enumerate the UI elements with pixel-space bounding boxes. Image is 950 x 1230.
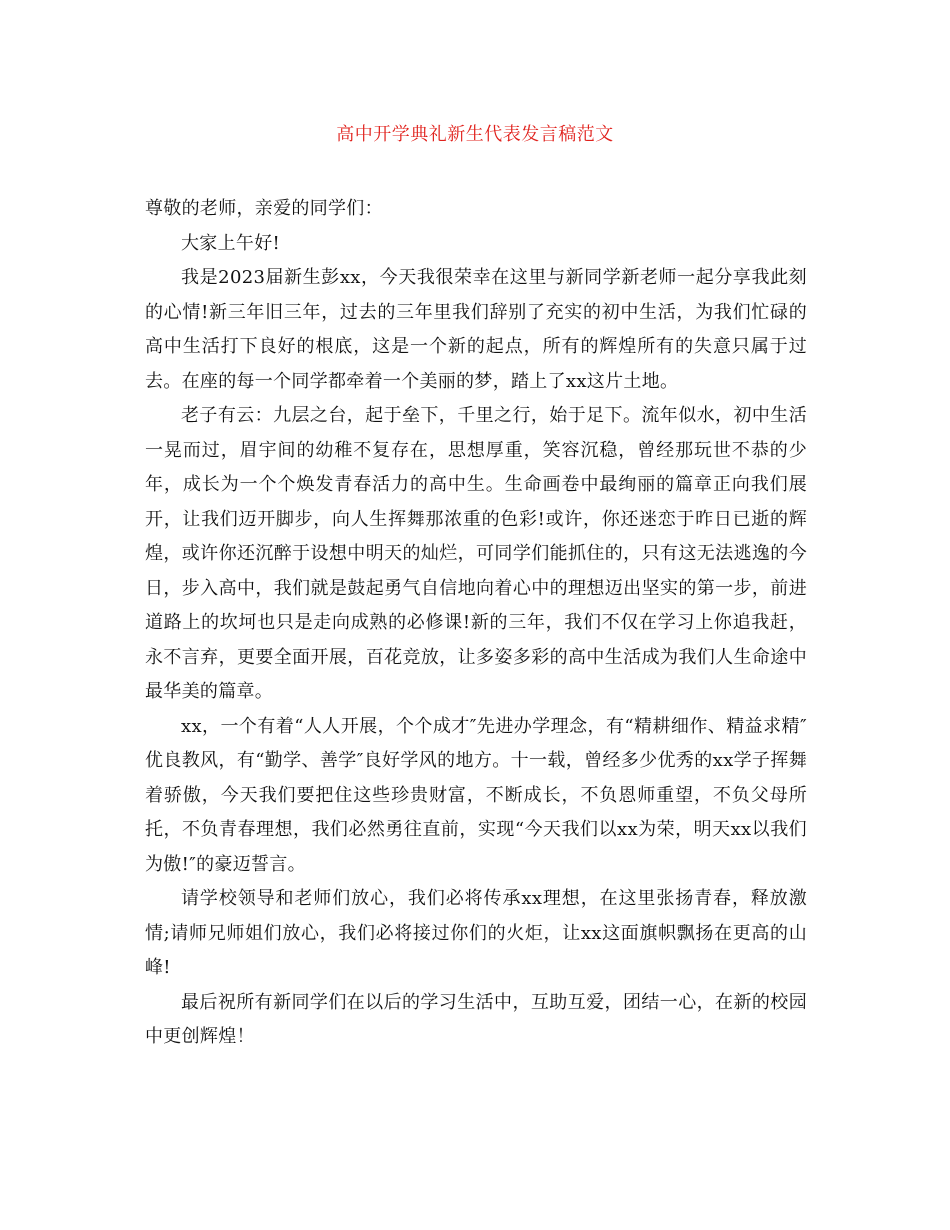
document-body xyxy=(145,192,807,1055)
paragraph-promise: 请学校领导和老师们放心，我们必将传承xx理想，在这里张扬青春，释放激情;请师兄师姐们放心，我们必将接过你们的火炬，让xx这面旗帜飘扬在更高的山峰! xyxy=(145,888,807,978)
paragraph-closing: 最后祝所有新同学们在以后的学习生活中，互助互爱，团结一心，在新的校园中更创辉煌！ xyxy=(145,991,807,1047)
document-title: 高中开学典礼新生代表发言稿范文 xyxy=(336,124,614,145)
paragraph-laozi-quote: 老子有云：九层之台，起于垒下，千里之行，始于足下。流年似水，初中生活一晃而过，眉宇间的幼稚不复存在，思想厚重，笑容沉稳，曾经那玩世不恭的少年，成长为一个个焕发青春活力的高中生。生命画卷中最绚丽的篇章正向我们展开，让我们迈开脚步，向人生挥舞那浓重的色彩!或许，你还迷恋于昨日已逝的辉煌，或许你还沉醉于设想中明天的灿烂，可同学们能抓住的，只有这无法逃逸的今日，步入高中，我们就是鼓起勇气自信地向着心中的理想迈出坚实的第一步，前进道路上的坎坷也只是走向成熟的必修课!新的三年，我们不仅在学习上你追我赶，永不言弃，更要全面开展，百花竞放，让多姿多彩的高中生活成为我们人生命途中最华美的篇章。 xyxy=(145,405,807,702)
salutation: 尊敬的老师，亲爱的同学们： xyxy=(145,198,383,219)
paragraph-introduction: 我是2023届新生彭xx，今天我很荣幸在这里与新同学新老师一起分享我此刻的心情!新三年旧三年，过去的三年里我们辞别了充实的初中生活，为我们忙碌的高中生活打下良好的根底，这是一个新的起点，所有的辉煌所有的失意只属于过去。在座的每一个同学都牵着一个美丽的梦，踏上了xx这片土地。 xyxy=(145,267,807,392)
paragraph-school-motto: xx，一个有着“人人开展，个个成才″先进办学理念，有“精耕细作、精益求精″优良教风，有“勤学、善学″良好学风的地方。十一载，曾经多少优秀的xx学子挥舞着骄傲，今天我们要把住这些珍贵财富，不断成长，不负恩师重望，不负父母所托，不负青春理想，我们必然勇往直前，实现“今天我们以xx为荣，明天xx以我们为傲!″的豪迈誓言。 xyxy=(145,715,807,875)
paragraph-greeting: 大家上午好! xyxy=(181,232,281,254)
